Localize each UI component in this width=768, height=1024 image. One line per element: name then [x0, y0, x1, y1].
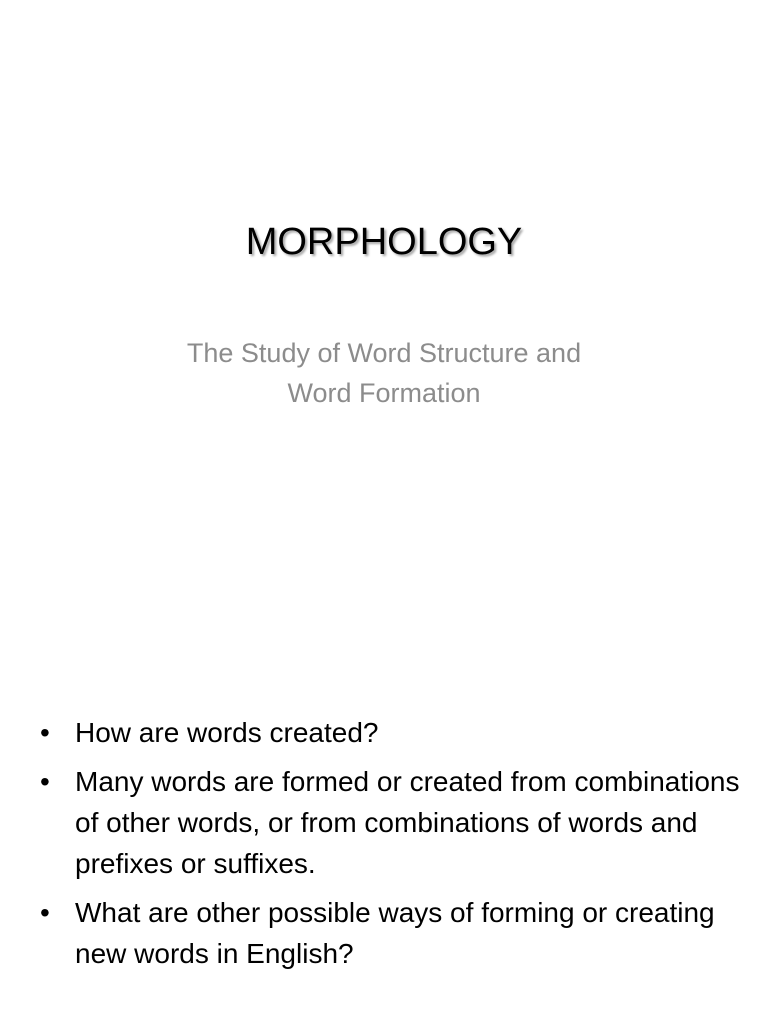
bullet-list — [40, 712, 740, 982]
subtitle-line-2: Word Formation — [287, 378, 481, 408]
slide-title: MORPHOLOGY — [245, 221, 523, 263]
bullet-item — [40, 892, 740, 974]
content-slide — [0, 560, 768, 1024]
subtitle-line-1: The Study of Word Structure and — [186, 338, 582, 368]
bullet-text: What are other possible ways of forming or creating new words in English? — [75, 897, 715, 969]
bullet-icon: • — [40, 897, 50, 928]
bullet-item — [40, 712, 740, 753]
slide-subtitle — [134, 333, 634, 413]
bullet-item — [40, 761, 740, 884]
bullet-text: Many words are formed or created from combinations of other words, or from combinations of words and prefixes or suffixes. — [75, 766, 740, 879]
bullet-icon: • — [40, 717, 50, 748]
bullet-icon: • — [40, 766, 50, 797]
bullet-text: How are words created? — [75, 717, 379, 748]
